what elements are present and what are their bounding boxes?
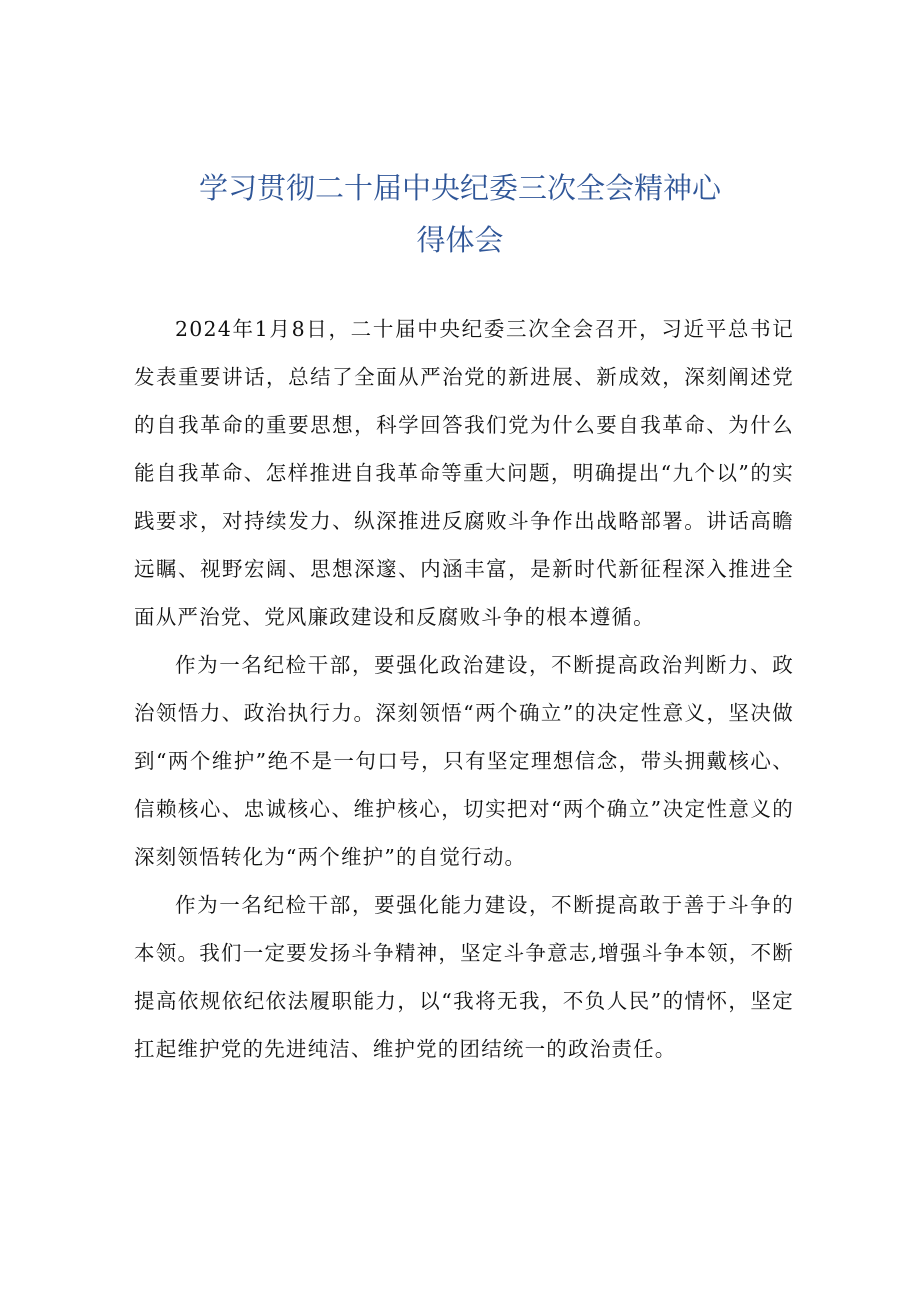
paragraph-3: 作为一名纪检干部，要强化能力建设，不断提高敢于善于斗争的本领。我们一定要发扬斗争精神，坚定斗争意志,增强斗争本领，不断提高依规依纪依法履职能力，以“我将无我，不负人民”的情怀，坚定扛起维护党的先进纯洁、维护党的团结统一的政治责任。 [134,893,794,1061]
document-title [150,162,770,266]
paragraph-1: 2024年1月8日，二十届中央纪委三次全会召开，习近平总书记发表重要讲话，总结了全面从严治党的新进展、新成效，深刻阐述党的自我革命的重要思想，科学回答我们党为什么要自我革命、为什么能自我革命、怎样推进自我革命等重大问题，明确提出“九个以”的实践要求，对持续发力、纵深推进反腐败斗争作出战略部署。讲话高瞻远瞩、视野宏阔、思想深邃、内涵丰富，是新时代新征程深入推进全面从严治党、党风廉政建设和反腐败斗争的根本遵循。 [134,317,794,629]
document-body [134,305,794,1073]
title-line-2: 得体会 [416,223,504,257]
paragraph-2: 作为一名纪检干部，要强化政治建设，不断提高政治判断力、政治领悟力、政治执行力。深刻领悟“两个确立”的决定性意义，坚决做到“两个维护”绝不是一句口号，只有坚定理想信念，带头拥戴核心、信赖核心、忠诚核心、维护核心，切实把对“两个确立”决定性意义的深刻领悟转化为“两个维护”的自觉行动。 [134,653,794,869]
title-line-1: 学习贯彻二十届中央纪委三次全会精神心 [198,171,721,205]
